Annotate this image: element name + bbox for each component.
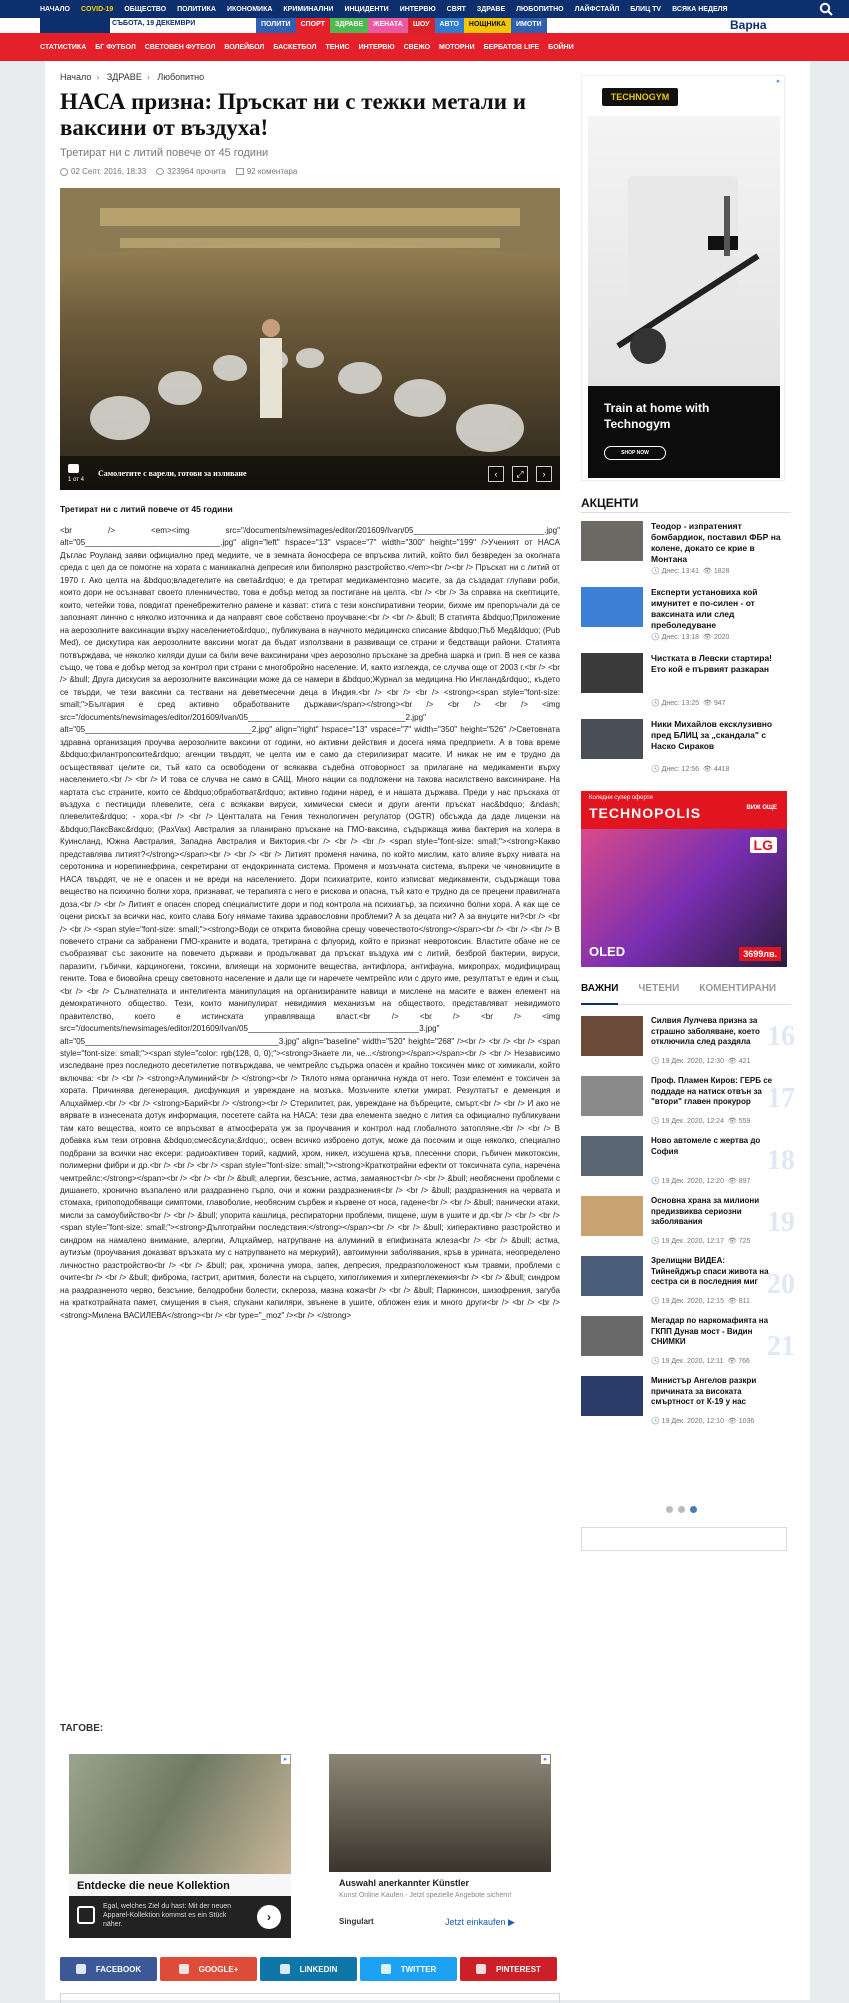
accent-thumbnail[interactable] bbox=[581, 521, 643, 561]
topnav-item[interactable]: ПОЛИТИКА bbox=[177, 5, 216, 13]
sportnav-item[interactable]: МОТОРНИ bbox=[439, 43, 475, 51]
topnav-item[interactable]: СВЯТ bbox=[446, 5, 466, 13]
product-name: OLED bbox=[589, 944, 626, 959]
top-navigation bbox=[0, 0, 849, 18]
news-meta: 🕓 19 Дек. 2020, 12:10 👁 1036 bbox=[651, 1418, 755, 1425]
news-meta: 🕓 19 Дек. 2020, 12:15 👁 811 bbox=[651, 1298, 750, 1305]
accent-item[interactable] bbox=[581, 521, 791, 577]
news-thumbnail[interactable] bbox=[581, 1256, 643, 1296]
sport-navigation bbox=[0, 33, 849, 61]
gallery-caption: Самолетите с варели, готови за изливане bbox=[98, 469, 247, 478]
ad-dark-panel bbox=[588, 386, 780, 478]
article-comments[interactable]: 92 коментара bbox=[246, 167, 298, 176]
news-item[interactable] bbox=[581, 1256, 795, 1306]
sportnav-item[interactable]: ВОЛЕЙБОЛ bbox=[224, 43, 265, 51]
ad-choices-icon[interactable]: ▸ bbox=[541, 1755, 550, 1764]
breadcrumb-home[interactable]: Начало bbox=[60, 72, 92, 82]
ad-choices-icon[interactable]: ▸ bbox=[774, 77, 783, 86]
ad-headline: Auswahl anerkannter Künstler bbox=[339, 1878, 470, 1888]
ad-arrow-button[interactable]: › bbox=[257, 1905, 281, 1929]
category-tab[interactable]: АВТО bbox=[435, 18, 464, 33]
breadcrumb: Начало › ЗДРАВЕ › Любопитно bbox=[60, 72, 205, 82]
news-meta: 🕓 19 Дек. 2020, 12:20 👁 897 bbox=[651, 1178, 751, 1185]
ad-art-gallery[interactable] bbox=[329, 1754, 551, 1938]
lg-logo: LG bbox=[750, 837, 777, 853]
product-price: 3699лв. bbox=[739, 947, 781, 961]
topnav-item[interactable]: НАЧАЛО bbox=[40, 5, 70, 13]
carousel-dot[interactable] bbox=[678, 1506, 685, 1513]
accent-meta: 🕓 Днес: 13:41 👁 1828 bbox=[651, 568, 730, 575]
article-views: 323964 прочита bbox=[167, 167, 226, 176]
share-linkedin-button[interactable]: LINKEDIN bbox=[260, 1957, 357, 1981]
rowing-machine-image bbox=[588, 116, 780, 386]
category-tab[interactable]: СПОРТ bbox=[296, 18, 330, 33]
sportnav-item[interactable]: ИНТЕРВЮ bbox=[358, 43, 395, 51]
ad-choices-icon[interactable]: ▸ bbox=[281, 1755, 290, 1764]
timeline-watermark: 19 bbox=[767, 1207, 795, 1238]
category-tab[interactable]: ЗДРАВЕ bbox=[330, 18, 368, 33]
technopolis-header bbox=[581, 791, 787, 829]
sportnav-item[interactable]: СВЕЖО bbox=[403, 43, 431, 51]
share-googleplus-button[interactable]: GOOGLE+ bbox=[160, 1957, 257, 1981]
category-tab[interactable]: ЖЕНАТА bbox=[368, 18, 408, 33]
gallery-photo bbox=[60, 188, 560, 490]
carousel-dots bbox=[666, 1506, 702, 1513]
news-tabs bbox=[581, 983, 791, 1005]
category-tab[interactable]: НОЩНИКА bbox=[464, 18, 511, 33]
ad-text: Kunst Online Kaufen - Jetzt spezielle Angebote sichern! bbox=[339, 1892, 512, 1899]
carousel-dot[interactable] bbox=[666, 1506, 673, 1513]
sportnav-item[interactable]: БГ ФУТБОЛ bbox=[95, 43, 136, 51]
news-item[interactable] bbox=[581, 1376, 791, 1426]
ad-photo bbox=[329, 1754, 551, 1872]
sportnav-item[interactable]: БОЙНИ bbox=[548, 43, 574, 51]
ad-photo bbox=[69, 1754, 291, 1874]
brand-bar bbox=[0, 18, 849, 33]
twitter-icon bbox=[381, 1964, 391, 1974]
news-thumbnail[interactable] bbox=[581, 1136, 643, 1176]
gallery-fullscreen-button[interactable]: ⤢ bbox=[512, 466, 528, 482]
news-item[interactable] bbox=[581, 1076, 795, 1126]
site-logo[interactable] bbox=[40, 18, 110, 33]
accent-meta: 🕓 Днес: 12:56 👁 4418 bbox=[651, 766, 730, 773]
news-title[interactable]: Мегадар по наркомафията на ГКПП Дунав мост - Видин СНИМКИ bbox=[651, 1316, 769, 1346]
timeline-watermark: 21 bbox=[767, 1331, 795, 1362]
ad-shop-link[interactable]: Jetzt einkaufen ▶ bbox=[445, 1917, 515, 1927]
category-tab[interactable]: ШОУ bbox=[408, 18, 435, 33]
ad-brand: TECHNOGYM bbox=[602, 88, 678, 106]
news-thumbnail[interactable] bbox=[581, 1376, 643, 1416]
current-date: СЪБОТА, 19 ДЕКЕМВРИ bbox=[112, 20, 196, 27]
tv-image bbox=[581, 829, 787, 967]
sportnav-item[interactable]: БЕРБАТОВ LIFE bbox=[483, 43, 540, 51]
tags-label: ТАГОВЕ: bbox=[60, 1723, 104, 1734]
sportnav-item[interactable]: БАСКЕТБОЛ bbox=[273, 43, 317, 51]
facebook-icon bbox=[76, 1964, 86, 1974]
ad-advertiser: Singulart bbox=[339, 1917, 374, 1926]
accent-title[interactable]: Чистката в Левски стартира! Ето кой е първият разкаран bbox=[651, 653, 773, 674]
news-item[interactable] bbox=[581, 1016, 795, 1066]
news-title[interactable]: Ново автомеле с жертва до София bbox=[651, 1136, 761, 1156]
sportnav-item[interactable]: ТЕНИС bbox=[325, 43, 350, 51]
news-meta: 🕓 19 Дек. 2020, 12:24 👁 559 bbox=[651, 1118, 751, 1125]
gallery-next-button[interactable]: › bbox=[536, 466, 552, 482]
clock-icon bbox=[60, 168, 68, 176]
article-body: <br /> <em><img src="/documents/newsimages/editor/201609/Ivan/05_____________________________.jpg" alt="05______________________________.jpg" align="left" hspace="13" vspace="7" width="300" height="199" />Ученият от НАСА Дъглас Роуланд заяви официално пред медиите, че в земната йоносфера се впръсква литий, който бил безвреден за околната среда с цел да се помогне на хората с маниакална депресия или биполярно разстройство.</em><br /><br /> Пръскат ни с литий от 1970 г. Ако целта на &bdquo;владетелите на света&rdquo; е да третират медикаментозно масите, за да създадат глупави роби, които дори не осъзнават своето пленничество, това е добър метод за постигане на целта. <br /> <br /> За справка на скептиците, които, четейки това, повдигат пренебрежително рамене и казват: стига с тези конспиративни теории, бихме им препоръчали да се запознаят линчно с няколко източника и да направят свое собствено проучване:<br /> <br /> &bull; В статията &bdquo;Приложение на аерозолните ваксинации върху населението&rdquo;, публикувана в научното медицинско списание &bdquo;Пъб Мед&ldquo; (Pub Med), се дискутира как аерозолните ваксини могат да бъдат използвани в развиващи се страни и бедстващи райони. Статията потвърждава, че няколко хиляди души са били вече ваксинирани чрез аерозолно пръскане за дребна шарка и грип. В нея се казва също, че това е добър метод за контрол при страни с многобройно население. И, както изглежда, се случва още от 2003 г.<br /> <br /> &bull; Друга дискусия за аерозолните ваксинации може да се намери в &bdquo;Журнал за медицина Ню Ингланд&rdquo;, където се твърди, че тези ваксини са тествани на деветмесечни деца в Индия.<br /> <br /> <br /> <strong><span style="font-size: small;">България е сред активно обработваните държави</span></strong><br /> <br /> <br /> <img src="/documents/newsimages/editor/201609/Ivan/05___________________________________2.jpg" alt="05_____________________________________2.jpg" align="right" hspace="13" vspace="7" width="350" height="526" />Световната здравна организация проучва аерозолните ваксини от години, но активни действия и досега няма предприети. А в това време &bdquo;филантропските&rdquo; агенции твърдят, че целта им е само да стерилизират масите. И никак не им е трудно да осъществяват целите си, тъй като са освободени от всякаква съдебна отговорност за прилагане на медикаменти върху населението.<br /> <br /> И това се случва не само в САЩ. Много нации са подложени на такова насилствено ваксиниране. На картата със страните, които се &bdquo;обработват&rdquo; активно години наред, е и нашата държава. Преди у нас пръскаха от въздуха с пестициди плевелите, сега с всякакви вируси, химически смеси и други агенти пръскат нас&bdquo; &ndash; плевелите&rdquo; - хора.<br /> <br /> Центталата на Гения технологичен регулатор (OGTR) обсъжда да даде лицензи на &bdquo;ПаксВакс&rdquo; (PaxVax) Австралия за планирано пръскане на ГМО-ваксина, съдържаща жива бактерия на холера в Куинсланд, Южна Австралия, Западна Австралия и Виктория.<br /> <br /> <br /> <span style="font-size: small;"><strong>Какво представлява литият?</strong></span><br /> <br /> <br /> Литият променя начина, по който мислим, като влияе върху нивата на серотонина и норепинефрина, секретирани от ендокринната система. Променя и мозъчната система, въпреки че чиновниците в НАСА твърдят, че не е опасен и не вреди на населението. Дори психиатрите, които изписват медикаменти, съдържащи това вещество на психично болни хора, признават, че терапията с него е рискова и опасна, тъй като е трудно да се прецени правилната доза.<br /> <br /> Литият е опасен според специалистите дори и под контрола на психиатър, за психично болни хора. А как ще се оцени рискът за всички нас, които слава Богу нямаме такива здравословни проблеми? А за децата ни? А за внуците ни?<br /> <br /> <br /> <span style="font-size: small;"><strong>Води се открита биовойна срещу човечеството</strong></span><br /> <br /> <br /> В повечето страни са забранени ГМО-храните и водата, третирана с флуорид, който е признат невротоксин. Властите обаче не се съобразяват със законите на повечето държави и продължават да пръскат въздуха им с литий, безброй бактерии, вируси, паразити, гъбички, карциногени, токсини, влияещи на хормоните вещества, антифлора, антифауна, микропрах, модифициращ гените. Това е биовойна срещу световното население и дали ще ги наречете чемтрейлс или с друго име, резултатът е един и същ.<br /> <br /> Сълнателната и интелигента манипулация на организираните навици и мислене на масите е важен елемент на демократичното общество. Тези, които манипулират невидимия механизъм на обществото, представляват невидимото правителство, което е истинската управляваща власт.<br /> <br /> <br /> <img src="/documents/newsimages/editor/201609/Ivan/05______________________________________3.jpg" alt="05___________________________________________3.jpg" align="baseline" width="520" height="268" /><br /> <br /> <br /> <span style="font-size: small;"><span style="color: rgb(128, 0, 0);"><strong>Знаете ли, че...</strong></span></span><br /> <br /> Независимо изследване през последното десетилетие потвърждава, че чемтрейлс съдържа опасен и крайно токсичен микс от химикали, който включва: <br /> <br /> <strong>Алуминий<br /> </strong><br /> Тялото няма органична нужда от него. Този елемент е токсичен за хората. Причинява дегенерация, дисфункция и увреждане на мозъка. Мозъчните клетки умират. Резултатът е деменция и Алцхаймер.<br /> <br /> <strong>Барий<br /> </strong><br /> Стерилитет, рак, увреждане на бъбреците, смърт.<br /> <br /> И ако не вярвате в изнесената дотук информация, посетете сайта на НАСА: тези два елемента заедно с лития са официално публикувани там като вещества, които се впръскват в атмосферата уж за проучвания и контрол над глобалното затопляне.<br /> <br /> В добавка към тези отровна &bdquo;смес&cyna;&rdquo;, освен всичко изброено дотук, може да посочим и още няколко, специално подбрани за всички нас ексери: радиоактивен торий, кадмий, хром, никел, изсушена кръв, плесенни спори, гъбичен микотоксин, полимерни фибри и др.<br /> <br /> <br /> <span style="font-size: small;"><strong>Краткотрайни ефекти от токсичната супа, наречена чемтрейлс:</strong></span><br /> <br /> <br /> &bull; алергии, безсъние, астма, замаяност<br /> <br /> &bull; необяснени проблеми с дишането, хронично възпалено или раздразнено гърло, очи и кожни раздразнения<br /> <br /> &bull; раздразнения на червата и стомаха, грипоподобяващи симптоми, главоболие, необясним сърбеж и кървене от носа, гадене<br /> <br /> &bull; панически атаки, мисли за самоубийство<br /> <br /> &bull; упорита кашлица, респираторни проблеми, пищене, шум в ушите и др.<br /> <br /> <br /> <span style="font-size: small;"><strong>Дълготрайни последствия:</strong></span><br /> <br /> &bull; хиперактивно разстройство и синдром на намалено внимание, алергии, Алцхаймер, натрупване на алуминий в епифизната жлеза<br /> <br /> &bull; астма, аутизъм (проучвания доказват връзката му с натрупването на меркурий), автоимунни заболявания, кръв в урината, неопределено личностно разстройство<br /> <br /> &bull; рак, хронична умора, запек, депресия, предразположеност към травми, проблеми с очите<br /> <br /> &bull; фиброма, гастрит, аритмия, болести на сърцето, хипогликемия и хиперглекемия<br /> <br /> &bull; синдром на раздразненото черво, безсъние, белодробни болести, склероза, мазна кожа<br /> <br /> &bull; Паркинсон, шизофрения, загуба на краткотрайната памет, смущения в съня, спукани капиляри, звънене в ушите, обложен език и много други<br /> <br /> <br /> <strong>Милена ВАСИЛЕВА</strong><br /> <br type="_moz" /><br /> </strong> bbox=[60, 526, 560, 1320]
news-title[interactable]: Силвия Лулчева призна за страшно заболяване, което отключила след раздяла bbox=[651, 1016, 760, 1046]
accent-item[interactable] bbox=[581, 653, 791, 709]
linkedin-icon bbox=[280, 1964, 290, 1974]
breadcrumb-curious[interactable]: Любопитно bbox=[157, 72, 205, 82]
news-title[interactable]: Проф. Пламен Киров: ГЕРБ се поддаде на натиск отвън за "втори" главен прокурор bbox=[651, 1076, 773, 1106]
news-thumbnail[interactable] bbox=[581, 1076, 643, 1116]
ad-sportswear[interactable] bbox=[69, 1754, 291, 1938]
accent-item[interactable] bbox=[581, 719, 791, 775]
share-pinterest-button[interactable]: PINTEREST bbox=[460, 1957, 557, 1981]
news-title[interactable]: Основна храна за милиони предизвиква сериозни заболявания bbox=[651, 1196, 760, 1226]
pinterest-icon bbox=[476, 1964, 486, 1974]
see-more-link[interactable]: ВИЖ ОЩЕ bbox=[746, 805, 777, 811]
ad-text: Egal, welches Ziel du hast: Mit der neuen Apparel-Kollektion kommst es ein Stück näher. bbox=[103, 1903, 232, 1928]
ad-tagline: Коледни супер оферти bbox=[589, 795, 653, 801]
accent-title[interactable]: Теодор - изпратеният бомбардиок, поставил ФБР на колене, докато се крие в Монтана bbox=[651, 521, 781, 564]
gallery-prev-button[interactable]: ‹ bbox=[488, 466, 504, 482]
sportnav-item[interactable]: СВЕТОВЕН ФУТБОЛ bbox=[144, 43, 216, 51]
section-divider bbox=[581, 512, 791, 513]
page-content bbox=[45, 61, 810, 2000]
news-title[interactable]: Зрелищни ВИДЕА: Тийнейджър спаси живота на сестра си в последния миг bbox=[651, 1256, 769, 1286]
timeline-watermark: 20 bbox=[767, 1269, 795, 1300]
breadcrumb-health[interactable]: ЗДРАВЕ bbox=[106, 72, 142, 82]
topnav-item[interactable]: ЛАЙФСТАЙЛ bbox=[574, 5, 620, 13]
news-thumbnail[interactable] bbox=[581, 1196, 643, 1236]
article-gallery[interactable] bbox=[60, 188, 560, 490]
news-thumbnail[interactable] bbox=[581, 1316, 643, 1356]
topnav-item[interactable]: КРИМИНАЛНИ bbox=[283, 5, 334, 13]
comments-box bbox=[60, 1993, 560, 2003]
news-meta: 🕓 19 Дек. 2020, 12:17 👁 725 bbox=[651, 1238, 751, 1245]
topnav-item[interactable]: ИКОНОМИКА bbox=[226, 5, 273, 13]
tab-most-commented[interactable]: КОМЕНТИРАНИ bbox=[699, 983, 777, 994]
category-tab[interactable]: ПОЛИТИ bbox=[256, 18, 296, 33]
shop-now-button[interactable]: SHOP NOW bbox=[604, 446, 666, 460]
topnav-item[interactable]: COVID-19 bbox=[81, 5, 114, 13]
topnav-item[interactable]: ВСЯКА НЕДЕЛЯ bbox=[672, 5, 728, 13]
side-ad-technogym[interactable] bbox=[581, 75, 785, 481]
accent-thumbnail[interactable] bbox=[581, 587, 643, 627]
article-date: 02 Септ. 2016, 18:33 bbox=[71, 167, 147, 176]
timeline-watermark: 17 bbox=[767, 1083, 795, 1114]
accent-meta: 🕓 Днес: 13:25 👁 947 bbox=[651, 700, 726, 707]
tab-important[interactable]: ВАЖНИ bbox=[581, 983, 618, 1005]
side-ad-technopolis[interactable] bbox=[581, 791, 787, 967]
sportnav-item[interactable]: СТАТИСТИКА bbox=[40, 43, 87, 51]
topnav-item[interactable]: ОБЩЕСТВО bbox=[124, 5, 167, 13]
share-buttons bbox=[60, 1957, 560, 1981]
article-lead: Третират ни с литий повече от 45 години bbox=[60, 504, 233, 514]
accenti-title: АКЦЕНТИ bbox=[581, 496, 639, 510]
search-icon[interactable] bbox=[819, 2, 833, 16]
topnav-item[interactable]: ИНТЕРВЮ bbox=[399, 5, 436, 13]
topnav-item[interactable]: БЛИЦ TV bbox=[630, 5, 662, 13]
share-facebook-button[interactable]: FACEBOOK bbox=[60, 1957, 157, 1981]
carousel-dot-active[interactable] bbox=[690, 1506, 697, 1513]
timeline-watermark: 16 bbox=[767, 1021, 795, 1052]
accent-thumbnail[interactable] bbox=[581, 719, 643, 759]
googleplus-icon bbox=[179, 1964, 189, 1974]
ad-headline: Train at home with Technogym bbox=[604, 401, 710, 431]
news-meta: 🕓 19 Дек. 2020, 12:11 👁 766 bbox=[651, 1358, 750, 1365]
accent-thumbnail[interactable] bbox=[581, 653, 643, 693]
category-tabs bbox=[256, 18, 547, 33]
timeline-watermark: 18 bbox=[767, 1145, 795, 1176]
gallery-counter: 1 от 4 bbox=[68, 477, 84, 483]
accent-item[interactable] bbox=[581, 587, 791, 643]
article-subtitle: Третират ни с литий повече от 45 години bbox=[60, 147, 269, 159]
ad-info-box bbox=[69, 1896, 291, 1938]
topnav-item[interactable]: ЗДРАВЕ bbox=[476, 5, 506, 13]
topnav-item[interactable]: ЛЮБОПИТНО bbox=[516, 5, 564, 13]
camera-icon bbox=[68, 464, 79, 473]
share-twitter-button[interactable]: TWITTER bbox=[360, 1957, 457, 1981]
article-meta bbox=[60, 167, 297, 176]
news-item[interactable] bbox=[581, 1196, 795, 1246]
eye-icon bbox=[156, 168, 164, 175]
article-title: НАСА призна: Пръскат ни с тежки метали и ваксини от въздуха! bbox=[60, 89, 526, 140]
category-tab[interactable]: ИМОТИ bbox=[511, 18, 547, 33]
topnav-item[interactable]: ИНЦИДЕНТИ bbox=[344, 5, 389, 13]
news-thumbnail[interactable] bbox=[581, 1016, 643, 1056]
empty-widget bbox=[581, 1527, 787, 1551]
ad-brand: TECHNOPOLIS bbox=[589, 805, 702, 821]
accent-title[interactable]: Експерти установиха кой имунитет е по-силен - от ваксината или след преболедуване bbox=[651, 587, 758, 630]
weather-city[interactable]: Варна bbox=[730, 18, 767, 32]
ad-headline: Entdecke die neue Kollektion bbox=[77, 1880, 230, 1892]
ad-logo-icon bbox=[77, 1906, 95, 1924]
news-meta: 🕓 19 Дек. 2020, 12:30 👁 421 bbox=[651, 1058, 751, 1065]
comment-icon bbox=[236, 168, 244, 175]
news-item[interactable] bbox=[581, 1136, 795, 1186]
news-item[interactable] bbox=[581, 1316, 795, 1366]
tab-most-read[interactable]: ЧЕТЕНИ bbox=[638, 983, 680, 994]
news-title[interactable]: Министър Ангелов разкри причината за високата смъртност от К-19 у нас bbox=[651, 1376, 757, 1406]
accent-meta: 🕓 Днес: 13:18 👁 2020 bbox=[651, 634, 730, 641]
accent-title[interactable]: Ники Михайлов ексклузивно пред БЛИЦ за „скандала" с Наско Сираков bbox=[651, 719, 773, 751]
